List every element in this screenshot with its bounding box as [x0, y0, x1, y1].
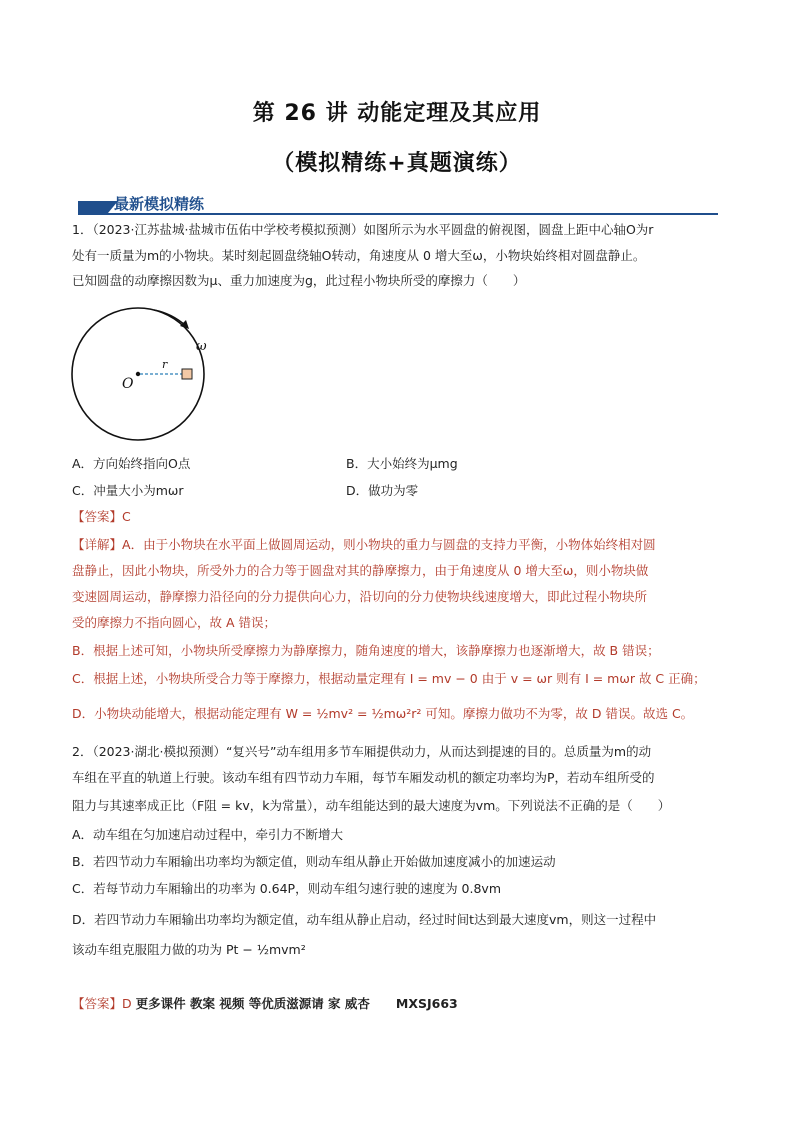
section-bar-decoration	[78, 201, 108, 213]
small-block	[182, 369, 192, 379]
q2-answer-value: D	[122, 996, 132, 1011]
center-label: O	[122, 376, 134, 392]
q2-option-b: B．若四节动力车厢输出功率均为额定值，则动车组从静止开始做加速度减小的加速运动	[72, 854, 556, 869]
q1-stem-line-1: 1．（2023·江苏盐城·盐城市伍佑中学校考模拟预测）如图所示为水平圆盘的俯视图，圆盘上距中心轴O为r	[72, 222, 654, 237]
q2-option-a: A．动车组在匀加速启动过程中，牵引力不断增大	[72, 827, 344, 842]
q2-stem-line-2: 车组在平直的轨道上行驶。该动车组有四节动力车厢，每节车厢发动机的额定功率均为P，若动车组所受的	[72, 770, 655, 785]
q1-answer-value: C	[122, 509, 131, 524]
q1-detail-line	[72, 537, 656, 553]
q2-option-d-line-1: D．若四节动力车厢输出功率均为额定值，动车组从静止启动，经过时间t达到最大速度vm，则这一过程中	[72, 912, 657, 927]
page-subtitle: （模拟精练+真题演练）	[272, 151, 522, 176]
q1-option-d: D．做功为零	[346, 483, 419, 498]
q2-option-c: C．若每节动力车厢输出的功率为 0.64P，则动车组匀速行驶的速度为 0.8vm	[72, 881, 501, 896]
q1-stem-line-3: 已知圆盘的动摩擦因数为μ、重力加速度为g，此过程小物块所受的摩擦力（ ）	[72, 273, 526, 288]
center-point	[136, 372, 140, 376]
radius-label: r	[162, 358, 168, 371]
promo-code: MXSJ663	[395, 996, 458, 1011]
q1-detail-a2: 盘静止，因此小物块，所受外力的合力等于圆盘对其的静摩擦力，由于角速度从 0 增大至ω，则小物块做	[72, 563, 649, 578]
page-title: 第 26 讲 动能定理及其应用	[252, 101, 542, 126]
q1-disc-diagram	[68, 296, 228, 446]
q1-answer-line	[72, 509, 131, 525]
q2-option-d-line-2: 该动车组克服阻力做的功为 Pt − ½mvm²	[72, 942, 306, 957]
q1-detail-a4: 受的摩擦力不指向圆心，故 A 错误；	[72, 615, 276, 630]
q2-stem-line-1: 2．（2023·湖北·模拟预测）“复兴号”动车组用多节车厢提供动力，从而达到提速的目的。总质量为m的动	[72, 744, 652, 759]
q2-answer-line	[72, 994, 458, 1012]
q1-option-b: B．大小始终为μmg	[346, 456, 458, 471]
q1-detail-d: D．小物块动能增大，根据动能定理有 W = ½mv² = ½mω²r² 可知。摩擦力做功不为零，故 D 错误。故选 C。	[72, 706, 694, 721]
section-underline	[78, 213, 718, 215]
q2-answer-tag: 【答案】	[72, 996, 123, 1011]
q1-detail-a3: 变速圆周运动，静摩擦力沿径向的分力提供向心力，沿切向的分力使物块线速度增大，即此过程小物块所	[72, 589, 648, 604]
q1-detail-tag: 【详解】	[72, 537, 123, 552]
section-title: 最新模拟精练	[114, 195, 205, 213]
q1-detail-b: B．根据上述可知，小物块所受摩擦力为静摩擦力，随角速度的增大，该静摩擦力也逐渐增大，故 B 错误；	[72, 643, 660, 658]
q1-stem-line-2: 处有一质量为m的小物块。某时刻起圆盘绕轴O转动，角速度从 0 增大至ω，小物块始终相对圆盘静止。	[72, 248, 646, 263]
q1-answer-tag: 【答案】	[72, 509, 123, 524]
q1-detail-c: C．根据上述，小物块所受合力等于摩擦力，根据动量定理有 I = mv − 0 由于 v = ωr 则有 I = mωr 故 C 正确；	[72, 671, 706, 686]
q1-option-c: C．冲量大小为mωr	[72, 483, 184, 498]
q2-stem-line-3: 阻力与其速率成正比（F阻 = kv，k为常量），动车组能达到的最大速度为vm。下列说法不正确的是（ ）	[72, 798, 671, 813]
section-header	[78, 193, 718, 215]
q1-option-a: A．方向始终指向O点	[72, 456, 191, 471]
promo-text: 更多课件 教案 视频 等优质滋源请 家 威杏	[135, 996, 370, 1011]
q1-detail-a1: A．由于小物块在水平面上做圆周运动，则小物块的重力与圆盘的支持力平衡，小物体始终相对圆	[122, 537, 656, 552]
omega-label: ω	[196, 339, 207, 354]
